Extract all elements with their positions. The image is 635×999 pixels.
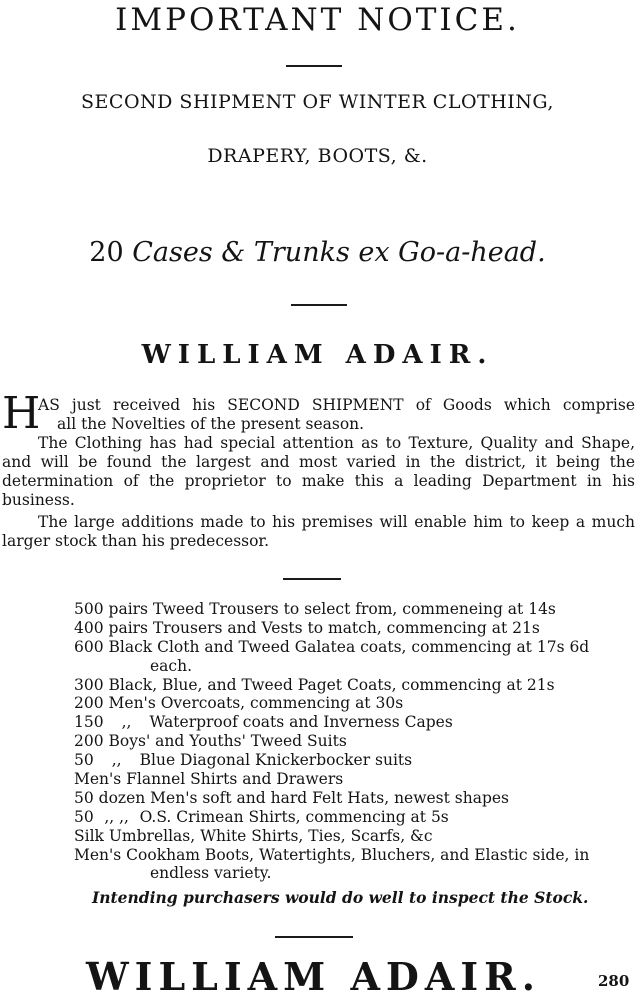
stock-quantity: 50 bbox=[74, 807, 94, 826]
stock-list-item bbox=[74, 732, 589, 751]
stock-list bbox=[74, 600, 589, 883]
divider-rule-1 bbox=[286, 65, 342, 67]
intro-line-6: business. bbox=[2, 491, 75, 509]
stock-item-text: Waterproof coats and Inverness Capes bbox=[149, 713, 453, 732]
intro-line-4: and will be found the largest and most varied in the district, it being the bbox=[2, 453, 635, 471]
stock-item-text: O.S. Crimean Shirts, commencing at 5s bbox=[139, 807, 449, 826]
stock-quantity: 200 bbox=[74, 732, 104, 751]
stock-quantity: 300 bbox=[74, 675, 104, 694]
stock-item-text: Boys' and Youths' Tweed Suits bbox=[108, 732, 347, 751]
stock-item-text: Men's Overcoats, commencing at 30s bbox=[108, 694, 404, 713]
shipment-subtitle-line2: DRAPERY, BOOTS, &. bbox=[207, 145, 428, 167]
stock-list-item bbox=[74, 600, 589, 619]
cases-number: 20 bbox=[89, 237, 124, 268]
stock-item-text: Silk Umbrellas, White Shirts, Ties, Scarfs, &c bbox=[74, 826, 433, 845]
stock-list-item bbox=[74, 638, 589, 657]
divider-rule-4 bbox=[275, 936, 353, 938]
drop-cap-letter: H bbox=[2, 388, 41, 439]
merchant-name-heading: WILLIAM ADAIR. bbox=[141, 340, 494, 370]
stock-item-text: Black, Blue, and Tweed Paget Coats, commencing at 21s bbox=[108, 675, 555, 694]
intro-line-1: AS just received his SECOND SHIPMENT of Goods which comprise bbox=[38, 396, 635, 414]
shipment-subtitle-line1: SECOND SHIPMENT OF WINTER CLOTHING, bbox=[81, 91, 554, 113]
stock-list-item bbox=[74, 713, 589, 732]
stock-quantity: 200 bbox=[74, 694, 104, 713]
ditto-mark: ,, bbox=[111, 751, 122, 770]
intro-line-2: all the Novelties of the present season. bbox=[57, 415, 365, 433]
stock-list-item bbox=[74, 789, 589, 808]
ditto-mark: ,, ,, bbox=[104, 807, 129, 826]
stock-list-item bbox=[74, 808, 589, 827]
intro-line-8: larger stock than his predecessor. bbox=[2, 532, 270, 550]
intro-line-7: The large additions made to his premises will enable him to keep a much bbox=[38, 513, 635, 531]
stock-item-text: Blue Diagonal Knickerbocker suits bbox=[139, 751, 413, 770]
stock-item-text: Black Cloth and Tweed Galatea coats, commencing at 17s 6d bbox=[108, 637, 590, 656]
page-number: 280 bbox=[598, 972, 630, 990]
stock-list-item bbox=[74, 694, 589, 713]
intro-line-3: The Clothing has had special attention as to Texture, Quality and Shape, bbox=[38, 434, 635, 452]
notice-title: IMPORTANT NOTICE. bbox=[115, 2, 520, 38]
stock-list-item bbox=[74, 846, 589, 865]
stock-quantity: 150 bbox=[74, 713, 104, 732]
stock-quantity: 500 bbox=[74, 600, 104, 618]
stock-list-item bbox=[74, 619, 589, 638]
ditto-mark: ,, bbox=[121, 713, 132, 732]
stock-item-text: each. bbox=[150, 656, 193, 675]
stock-list-item bbox=[74, 770, 589, 789]
stock-quantity: 600 bbox=[74, 637, 104, 656]
stock-item-text: pairs Trousers and Vests to match, commencing at 21s bbox=[108, 618, 540, 637]
stock-quantity: 50 bbox=[74, 751, 94, 770]
stock-list-item bbox=[74, 827, 589, 846]
stock-list-item bbox=[74, 864, 589, 883]
merchant-name-footer: WILLIAM ADAIR. bbox=[86, 954, 541, 999]
intro-line-5: determination of the proprietor to make this a leading Department in his bbox=[2, 472, 635, 490]
cases-text: Cases & Trunks ex Go-a-head. bbox=[132, 237, 546, 268]
stock-quantity: 50 bbox=[74, 788, 94, 807]
stock-item-text: Men's Flannel Shirts and Drawers bbox=[74, 770, 344, 789]
divider-rule-2 bbox=[291, 304, 347, 306]
stock-list-item bbox=[74, 751, 589, 770]
stock-item-text: endless variety. bbox=[150, 864, 272, 883]
stock-item-text: pairs Tweed Trousers to select from, commeneing at 14s bbox=[108, 600, 556, 618]
stock-list-item bbox=[74, 657, 589, 676]
stock-item-text: Men's Cookham Boots, Watertights, Bluchers, and Elastic side, in bbox=[74, 845, 590, 864]
divider-rule-3 bbox=[283, 578, 341, 580]
cases-heading bbox=[0, 234, 635, 272]
stock-quantity: 400 bbox=[74, 618, 104, 637]
stock-item-text: dozen Men's soft and hard Felt Hats, newest shapes bbox=[98, 788, 509, 807]
stock-list-item bbox=[74, 676, 589, 695]
inspect-invitation: Intending purchasers would do well to inspect the Stock. bbox=[92, 888, 589, 907]
